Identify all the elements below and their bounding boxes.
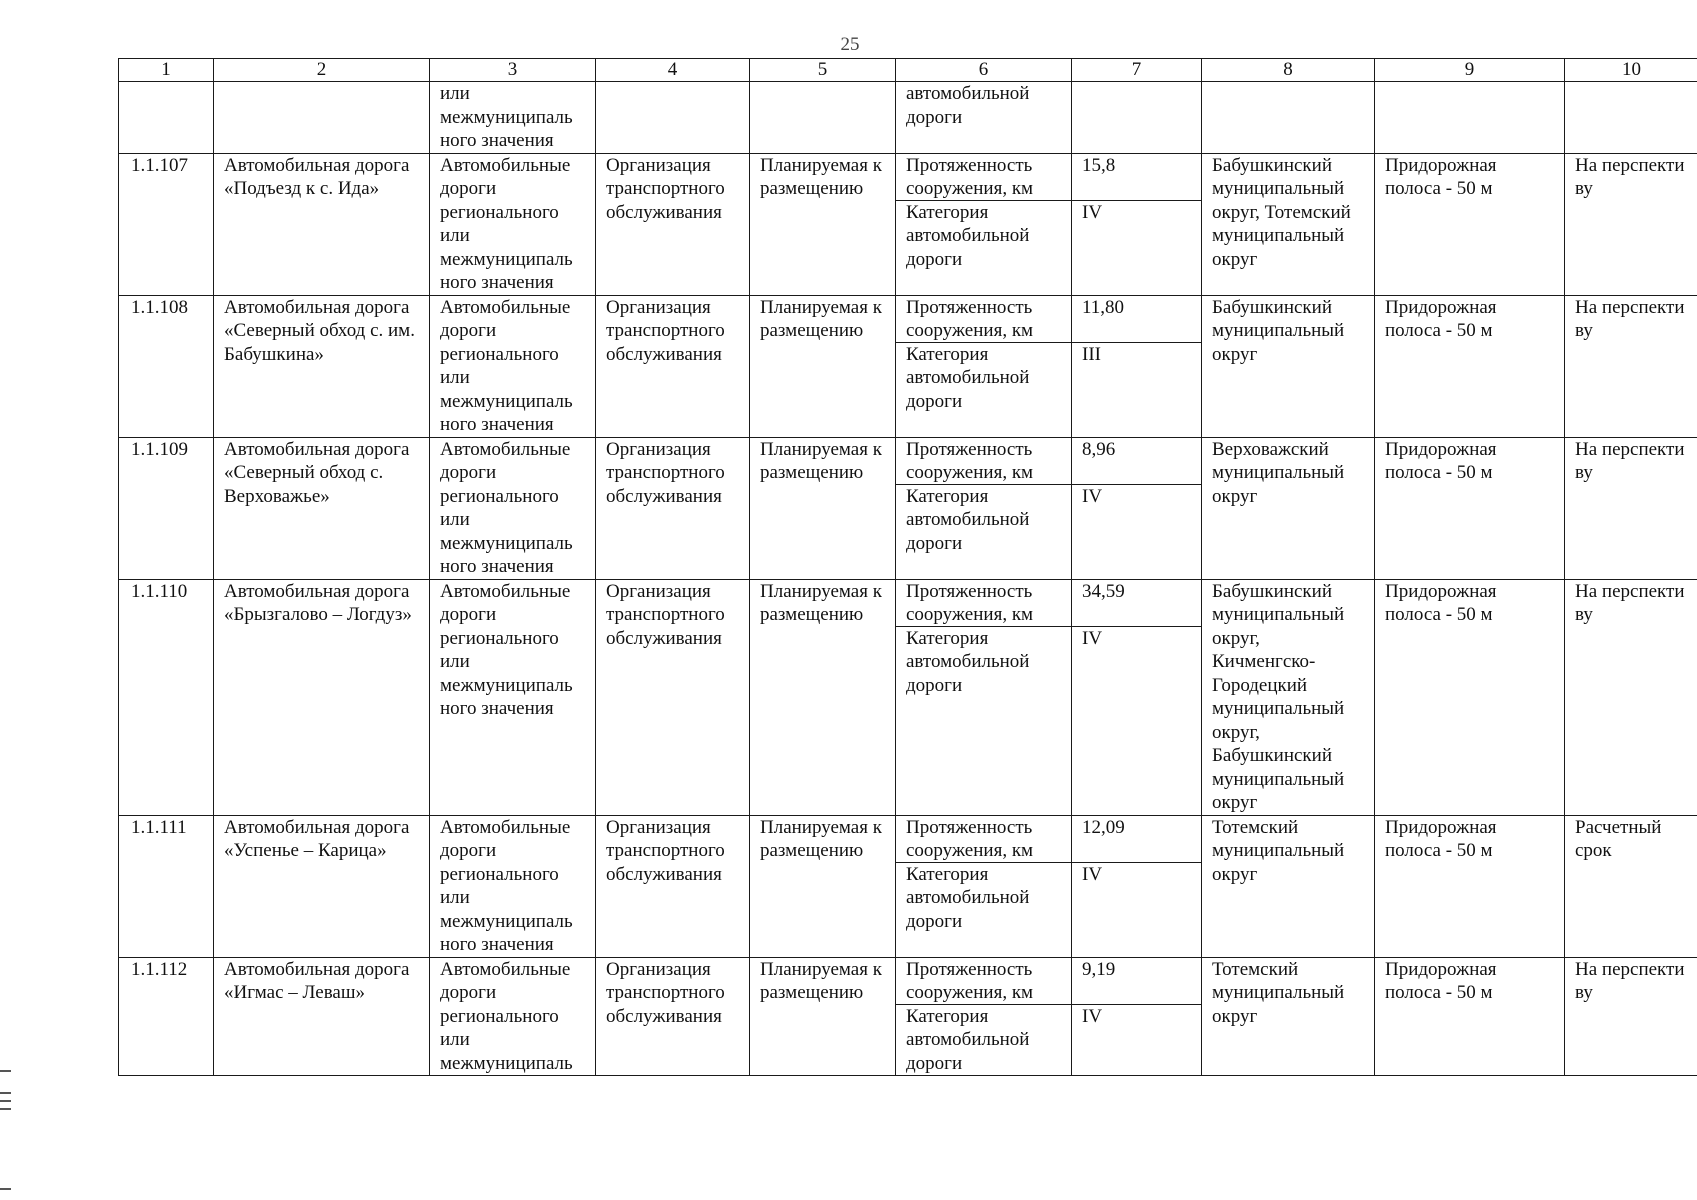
object-zone: Придорожная полоса - 50 м bbox=[1375, 295, 1565, 437]
object-number: 1.1.109 bbox=[119, 437, 214, 579]
column-number: 10 bbox=[1565, 59, 1697, 82]
value-category: IV bbox=[1082, 627, 1103, 649]
characteristic-length: Протяженность сооружения, км bbox=[896, 296, 1071, 343]
value-category: IV bbox=[1082, 1005, 1103, 1027]
object-zone: Придорожная полоса - 50 м bbox=[1375, 815, 1565, 957]
characteristic-length: Протяженность сооружения, км bbox=[896, 154, 1071, 201]
value-length: 11,80 bbox=[1072, 296, 1201, 343]
object-status: Планируемая к размещению bbox=[750, 579, 896, 815]
characteristic-length: Протяженность сооружения, км bbox=[896, 958, 1071, 1005]
values-cell bbox=[1072, 153, 1202, 295]
object-name: Автомобильная дорога «Подъезд к с. Ида» bbox=[214, 153, 430, 295]
object-location: Тотемский муниципальный округ bbox=[1202, 957, 1375, 1076]
object-type: Автомобильные дороги регионального или межмуниципаль bbox=[430, 957, 596, 1076]
column-number: 9 bbox=[1375, 59, 1565, 82]
object-name: Автомобильная дорога «Северный обход с. Верховажье» bbox=[214, 437, 430, 579]
object-status: Планируемая к размещению bbox=[750, 153, 896, 295]
object-location: Тотемский муниципальный округ bbox=[1202, 815, 1375, 957]
object-purpose: Организация транспортного обслуживания bbox=[596, 815, 750, 957]
value-category: IV bbox=[1082, 863, 1103, 885]
table-row bbox=[119, 437, 1697, 579]
continued-type: или межмуниципаль ного значения bbox=[430, 82, 596, 154]
continued-characteristic: автомобильной дороги bbox=[896, 82, 1072, 154]
object-purpose: Организация транспортного обслуживания bbox=[596, 153, 750, 295]
object-term: На перспекти ву bbox=[1565, 437, 1697, 579]
object-number: 1.1.110 bbox=[119, 579, 214, 815]
characteristic-length: Протяженность сооружения, км bbox=[896, 438, 1071, 485]
object-type: Автомобильные дороги регионального или межмуниципаль ного значения bbox=[430, 815, 596, 957]
object-status: Планируемая к размещению bbox=[750, 295, 896, 437]
characteristics-cell bbox=[896, 295, 1072, 437]
characteristics-cell bbox=[896, 437, 1072, 579]
values-cell bbox=[1072, 437, 1202, 579]
object-number: 1.1.107 bbox=[119, 153, 214, 295]
table-row bbox=[119, 815, 1697, 957]
object-type: Автомобильные дороги регионального или межмуниципаль ного значения bbox=[430, 579, 596, 815]
values-cell bbox=[1072, 579, 1202, 815]
object-status: Планируемая к размещению bbox=[750, 957, 896, 1076]
object-purpose: Организация транспортного обслуживания bbox=[596, 957, 750, 1076]
characteristics-cell bbox=[896, 957, 1072, 1076]
value-length: 9,19 bbox=[1072, 958, 1201, 1005]
column-number: 8 bbox=[1202, 59, 1375, 82]
table-row bbox=[119, 153, 1697, 295]
value-length: 8,96 bbox=[1072, 438, 1201, 485]
column-number: 2 bbox=[214, 59, 430, 82]
column-number: 7 bbox=[1072, 59, 1202, 82]
objects-table bbox=[118, 58, 1697, 1076]
table-row bbox=[119, 295, 1697, 437]
object-number: 1.1.111 bbox=[119, 815, 214, 957]
values-cell bbox=[1072, 295, 1202, 437]
object-type: Автомобильные дороги регионального или межмуниципаль ного значения bbox=[430, 295, 596, 437]
value-category: IV bbox=[1082, 485, 1103, 507]
object-number: 1.1.108 bbox=[119, 295, 214, 437]
characteristic-category: Категория автомобильной дороги bbox=[906, 863, 1030, 932]
values-cell bbox=[1072, 815, 1202, 957]
characteristics-cell bbox=[896, 579, 1072, 815]
characteristic-category: Категория автомобильной дороги bbox=[906, 627, 1030, 696]
object-type: Автомобильные дороги регионального или межмуниципаль ного значения bbox=[430, 437, 596, 579]
margin-mark bbox=[0, 1108, 11, 1110]
object-zone: Придорожная полоса - 50 м bbox=[1375, 579, 1565, 815]
object-term: На перспекти ву bbox=[1565, 957, 1697, 1076]
object-location: Бабушкинский муниципальный округ, Кичменгско-Городецкий муниципальный округ, Бабушкинский муниципальный округ bbox=[1202, 579, 1375, 815]
value-category: IV bbox=[1082, 201, 1103, 223]
object-location: Бабушкинский муниципальный округ, Тотемский муниципальный округ bbox=[1202, 153, 1375, 295]
margin-mark bbox=[0, 1092, 11, 1094]
object-purpose: Организация транспортного обслуживания bbox=[596, 295, 750, 437]
characteristic-length: Протяженность сооружения, км bbox=[896, 816, 1071, 863]
margin-mark bbox=[0, 1188, 11, 1190]
object-status: Планируемая к размещению bbox=[750, 815, 896, 957]
column-number: 4 bbox=[596, 59, 750, 82]
object-type: Автомобильные дороги регионального или межмуниципаль ного значения bbox=[430, 153, 596, 295]
object-location: Верховажский муниципальный округ bbox=[1202, 437, 1375, 579]
object-name: Автомобильная дорога «Успенье – Карица» bbox=[214, 815, 430, 957]
table-row bbox=[119, 957, 1697, 1076]
value-category: III bbox=[1082, 343, 1101, 365]
object-zone: Придорожная полоса - 50 м bbox=[1375, 437, 1565, 579]
characteristic-category: Категория автомобильной дороги bbox=[906, 1005, 1030, 1074]
column-number-row bbox=[119, 59, 1697, 82]
object-name: Автомобильная дорога «Брызгалово – Логдуз» bbox=[214, 579, 430, 815]
value-length: 12,09 bbox=[1072, 816, 1201, 863]
column-number: 5 bbox=[750, 59, 896, 82]
object-name: Автомобильная дорога «Игмас – Леваш» bbox=[214, 957, 430, 1076]
values-cell bbox=[1072, 957, 1202, 1076]
value-length: 15,8 bbox=[1072, 154, 1201, 201]
object-zone: Придорожная полоса - 50 м bbox=[1375, 153, 1565, 295]
object-purpose: Организация транспортного обслуживания bbox=[596, 579, 750, 815]
margin-mark bbox=[0, 1070, 11, 1072]
object-term: Расчетный срок bbox=[1565, 815, 1697, 957]
object-location: Бабушкинский муниципальный округ bbox=[1202, 295, 1375, 437]
table-row bbox=[119, 579, 1697, 815]
column-number: 1 bbox=[119, 59, 214, 82]
column-number: 3 bbox=[430, 59, 596, 82]
object-name: Автомобильная дорога «Северный обход с. им. Бабушкина» bbox=[214, 295, 430, 437]
page-number: 25 bbox=[840, 34, 860, 55]
characteristic-length: Протяженность сооружения, км bbox=[896, 580, 1071, 627]
characteristics-cell bbox=[896, 153, 1072, 295]
characteristics-cell bbox=[896, 815, 1072, 957]
object-term: На перспекти ву bbox=[1565, 579, 1697, 815]
column-number: 6 bbox=[896, 59, 1072, 82]
object-purpose: Организация транспортного обслуживания bbox=[596, 437, 750, 579]
characteristic-category: Категория автомобильной дороги bbox=[906, 343, 1030, 412]
object-number: 1.1.112 bbox=[119, 957, 214, 1076]
object-status: Планируемая к размещению bbox=[750, 437, 896, 579]
margin-mark bbox=[0, 1100, 11, 1102]
continuation-row bbox=[119, 82, 1697, 154]
object-term: На перспекти ву bbox=[1565, 153, 1697, 295]
value-length: 34,59 bbox=[1072, 580, 1201, 627]
characteristic-category: Категория автомобильной дороги bbox=[906, 485, 1030, 554]
object-term: На перспекти ву bbox=[1565, 295, 1697, 437]
object-zone: Придорожная полоса - 50 м bbox=[1375, 957, 1565, 1076]
characteristic-category: Категория автомобильной дороги bbox=[906, 201, 1030, 270]
